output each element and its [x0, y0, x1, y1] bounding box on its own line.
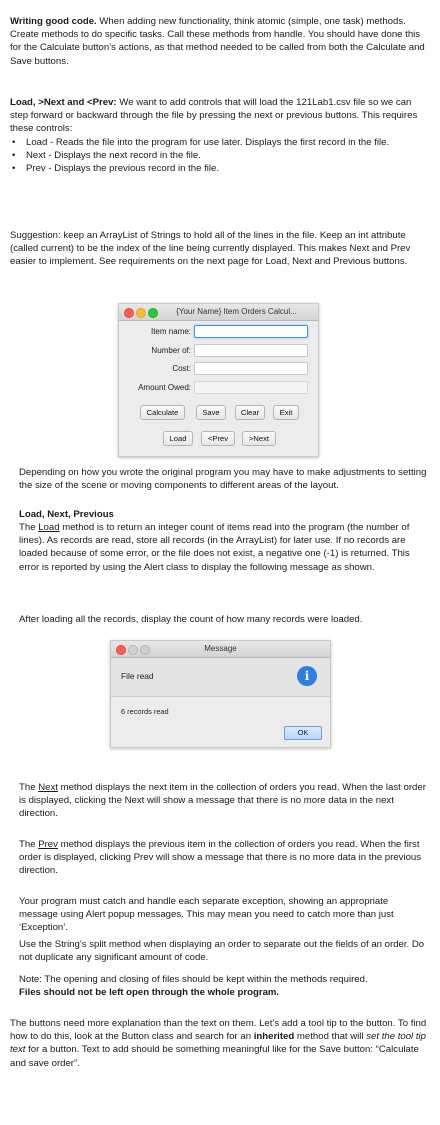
- minimize-window-icon[interactable]: [136, 308, 146, 318]
- bullet-icon: •: [12, 163, 16, 175]
- list-item-next: [10, 149, 430, 162]
- orders-window-title: {Your Name} Item Orders Calcul...: [176, 307, 297, 316]
- item-text: - Displays the next record in the file.: [45, 150, 201, 162]
- item-text: - Displays the previous record in the file.: [45, 163, 220, 175]
- inherited-word: inherited: [253, 1031, 295, 1043]
- amount-owed-label: Amount Owed:: [138, 383, 191, 392]
- number-of-label: Number of:: [151, 346, 191, 355]
- text: The: [19, 782, 39, 793]
- orders-window-titlebar: [119, 304, 318, 321]
- tooltip-phrase: set the tool tip text: [10, 1031, 426, 1056]
- paragraph-suggestion: Suggestion: keep an ArrayList of Strings to hold all of the lines in the file. Keep an int attribute (called current) to be the index of the line being currently displayed. This makes Next and Prev easier to implement. See requirements on the next page for Load, Next and Previous buttons.: [10, 230, 411, 268]
- load-word: Load: [38, 522, 60, 533]
- clear-button[interactable]: Clear: [235, 405, 265, 420]
- orders-window: [118, 303, 319, 457]
- item-name-input[interactable]: [194, 325, 308, 338]
- list-item-load: [10, 136, 430, 149]
- text: method displays the next item in the collection of orders you read. When the last order is displayed, clicking the Next will show a message that there is no more data in the next direction.: [19, 782, 426, 820]
- text: The: [19, 839, 39, 850]
- paragraph-note-files: [19, 973, 429, 999]
- exit-button[interactable]: Exit: [273, 405, 299, 420]
- item-name: Next: [26, 150, 46, 162]
- load-button[interactable]: Load: [163, 431, 193, 446]
- heading-load-next-prev: Load, >Next and <Prev:: [10, 97, 117, 108]
- item-text: - Reads the file into the program for use later. Displays the first record in the file.: [47, 137, 390, 148]
- number-of-input[interactable]: [194, 344, 308, 357]
- next-word: Next: [38, 782, 58, 793]
- alert-header-area: [111, 658, 330, 697]
- next-button[interactable]: >Next: [242, 431, 276, 446]
- alert-header-text: File read: [121, 671, 154, 681]
- text: When adding new functionality, think atomic (simple, one task) methods. Create methods to do specific tasks. Call these methods from handle. You should have done this for the Calculate button’s actions, as that method needed to be called from both the Calculate and Save buttons.: [10, 16, 425, 67]
- item-name: Load: [26, 137, 48, 148]
- bullet-icon: •: [12, 150, 16, 162]
- text: method displays the previous item in the collection of orders you read. When the first order is displayed, clicking Prev will show a message that there is no more data in the previous direction.: [19, 839, 422, 877]
- text: method that will: [294, 1031, 367, 1043]
- alert-window-titlebar: [111, 641, 330, 658]
- paragraph-writing-good-code: [10, 15, 430, 68]
- heading-writing-good-code: Writing good code.: [10, 16, 97, 27]
- ok-button[interactable]: OK: [284, 726, 322, 740]
- heading-load-next-previous: Load, Next, Previous: [19, 509, 114, 520]
- item-name-label: Item name:: [150, 327, 191, 336]
- alert-window-title: Message: [204, 644, 237, 653]
- info-icon: i: [297, 666, 317, 686]
- text: method is to return an integer count of items read into the program (the number of lines). As records are read, store all records (in the ArrayList) for later use. If no records are loaded because of some error, or the file does not exist, a negative one (-1) is returned. This error is reported by using the Alert class to display the following message as shown.: [19, 522, 410, 573]
- paragraph-split-method: Use the String’s split method when displaying an order to separate out the fields of an order. Do not duplicate any significant amount of code.: [19, 939, 425, 964]
- paragraph-after-loading: After loading all the records, display the count of how many records were loaded.: [19, 614, 363, 625]
- cost-label: Cost:: [172, 364, 191, 373]
- item-name: Prev: [26, 163, 46, 175]
- save-button[interactable]: Save: [196, 405, 226, 420]
- calculate-button[interactable]: Calculate: [140, 405, 185, 420]
- close-window-icon[interactable]: [124, 308, 134, 318]
- alert-content-text: 6 records read: [121, 707, 169, 716]
- prev-button[interactable]: <Prev: [201, 431, 235, 446]
- controls-list: [10, 136, 430, 176]
- amount-owed-field: [194, 381, 308, 394]
- paragraph-exceptions: Your program must catch and handle each separate exception, showing an appropriate message using Alert popup messages. This may mean you need to catch more than just ‘Exception’.: [19, 896, 394, 934]
- cost-input[interactable]: [194, 362, 308, 375]
- paragraph-next-method: [19, 781, 429, 821]
- text: Note: The opening and closing of files should be kept within the methods required.: [19, 974, 368, 985]
- paragraph-prev-method: [19, 838, 429, 878]
- bullet-icon: •: [12, 137, 16, 148]
- list-item-prev: [10, 162, 430, 175]
- paragraph-load-next-prev: [10, 96, 430, 136]
- text: The: [19, 522, 39, 533]
- text: for a button. Text to add should be something meaningful like for the Save button: “Calculate and save order”.: [10, 1044, 419, 1069]
- alert-window: [110, 640, 331, 748]
- note-bold: Files should not be left open through the whole program.: [19, 987, 280, 999]
- paragraph-load-method: [19, 521, 429, 574]
- text: We want to add controls that will load the 121Lab1.csv file so we can step forward or backward through the file by pressing the next or previous buttons. This requires these controls:: [10, 97, 418, 135]
- paragraph-tool-tip: [10, 1017, 430, 1070]
- paragraph-adjustments: Depending on how you wrote the original program you may have to make adjustments to setting the size of the scene or moving components to different areas of the layout.: [19, 467, 427, 492]
- text: The buttons need more explanation than the text on them. Let’s add a tool tip to the button. To find how to do this, look at the Button class and search for an: [10, 1018, 427, 1043]
- prev-word: Prev: [38, 839, 58, 850]
